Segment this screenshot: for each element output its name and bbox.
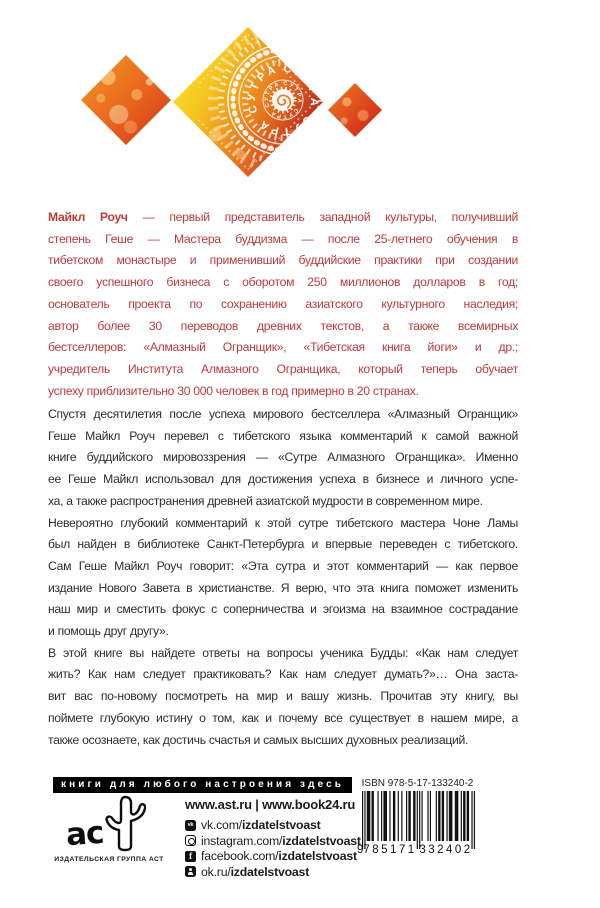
text-line: Майкл Роуч — первый представитель западной культуры, получивший bbox=[48, 210, 518, 224]
text-line: автор более 30 переводов древних текстов, а также всемирных bbox=[48, 318, 518, 333]
publisher-websites: www.ast.ru | www.book24.ru bbox=[185, 797, 356, 812]
mandala-inner-ring-text: СУТРА СУТРА СУТРА bbox=[263, 80, 303, 120]
text-line: бестселлеров: «Алмазный Огранщик», «Тибетская книга йоги» и др.; bbox=[48, 340, 518, 355]
text-line: успеху приблизительно 30 000 человек в год примерно в 20 странах. bbox=[48, 383, 419, 398]
barcode-digits: 785171 bbox=[363, 844, 417, 856]
text-line: Спустя десятилетия после успеха мирового бестселлера «Алмазный Огранщик» bbox=[48, 407, 518, 421]
publisher-caption: ИЗДАТЕЛЬСКАЯ ГРУППА АСТ bbox=[54, 856, 164, 863]
text-line: тибетском монастыре и применивший буддийские практики при создании bbox=[48, 253, 518, 268]
ast-logo-letters: ас bbox=[64, 814, 105, 854]
instagram-icon bbox=[185, 835, 196, 846]
barcode-digits: 332402 bbox=[419, 844, 473, 856]
author-bio-paragraph bbox=[48, 207, 518, 402]
center-diamond-ornament bbox=[173, 27, 323, 177]
left-diamond-ornament bbox=[81, 55, 171, 145]
social-link-prefix: ok.ru/ bbox=[201, 864, 231, 879]
text-line: книге буддийского мировоззрения — «Сутре Алмазного Огранщика». Именно bbox=[48, 450, 518, 465]
social-link-prefix: facebook.com/ bbox=[201, 849, 279, 863]
social-link-ok bbox=[185, 866, 365, 882]
isbn-block bbox=[356, 778, 479, 861]
book-description bbox=[48, 404, 518, 751]
text-line: поймете глубокую истину о том, как и почему все существует в нашем мире, а bbox=[48, 710, 518, 725]
social-link-prefix: instagram.com/ bbox=[201, 833, 283, 848]
social-link-handle: izdatelstvoast bbox=[278, 849, 357, 863]
description-paragraph-2 bbox=[48, 513, 518, 643]
vk-icon: vk bbox=[185, 820, 196, 831]
text-line: учредитель Института Алмазного Огранщика, который теперь обучает bbox=[48, 361, 518, 376]
text-line: В этой книге вы найдете ответы на вопросы ученика Будды: «Как нам следует bbox=[48, 645, 518, 660]
text-line: основатель проекта по сохранению азиатского культурного наследия; bbox=[48, 296, 518, 311]
description-paragraph-3 bbox=[48, 643, 518, 752]
text-line: жить? Как нам следует практиковать? Как нам следует думать?»… Она заста- bbox=[48, 667, 518, 682]
social-link-vk bbox=[185, 819, 365, 835]
text-line: степень Геше — Мастера буддизма — после 25-летнего обучения в bbox=[48, 231, 518, 246]
text-line: и помощь друг другу». bbox=[48, 624, 169, 639]
promo-bar: книги для любого настроения здесь bbox=[53, 777, 352, 793]
social-links bbox=[185, 819, 365, 881]
facebook-icon: f bbox=[185, 851, 196, 862]
text-line: ха, а также распространения древней азиатской мудрости в современном мире. bbox=[48, 493, 483, 508]
text-line: своего успешного бизнеса с оборотом 250 миллионов долларов в год; bbox=[48, 275, 518, 290]
text-line: Сам Геше Майкл Роуч говорит: «Эта сутра и этот комментарий — как первое bbox=[48, 558, 518, 573]
ast-publisher-logo bbox=[66, 794, 158, 856]
text-line: издание Нового Завета в христианстве. Я верю, что эта книга поможет изменить bbox=[48, 580, 518, 595]
ast-cactus-icon bbox=[102, 794, 146, 856]
text-line: вит вас по-новому посмотреть на мир и вашу жизнь. Прочитав эту книгу, вы bbox=[48, 689, 518, 704]
publisher-links bbox=[185, 797, 365, 881]
social-link-handle: izdatelstvoast bbox=[241, 818, 321, 832]
text-line: также осознаете, как достичь счастья и самых высших духовных реализаций. bbox=[48, 732, 469, 747]
text-line: Невероятно глубокий комментарий к этой сутре тибетского мастера Чоне Ламы bbox=[48, 515, 518, 530]
description-paragraph-1 bbox=[48, 404, 518, 513]
social-link-instagram bbox=[185, 835, 365, 851]
social-link-prefix: vk.com/ bbox=[201, 818, 242, 832]
text-line: ее Геше Майкл использовал для достижения успеха в бизнесе и личного успе- bbox=[48, 472, 518, 487]
text-line: был найден в библиотеке Санкт-Петербурга и впервые переведен с тибетского. bbox=[48, 537, 518, 552]
text-line: Геше Майкл Роуч перевел с тибетского языка комментарий к самой важной bbox=[48, 428, 518, 443]
mandala-ring-text: СУТРА СУТРА СУТРА bbox=[245, 62, 321, 138]
social-link-handle: izdatelstvoast bbox=[282, 833, 361, 848]
ean13-barcode bbox=[356, 791, 477, 861]
right-diamond-ornament bbox=[328, 83, 382, 137]
ok-icon bbox=[185, 866, 196, 877]
text-line: наш мир и сместить фокус с соперничества и эгоизма на взаимное сострадание bbox=[48, 602, 518, 617]
isbn-label: ISBN 978-5-17-133240-2 bbox=[361, 778, 474, 789]
barcode-digits: 9 bbox=[357, 844, 366, 856]
social-link-facebook bbox=[185, 850, 365, 866]
social-link-handle: izdatelstvoast bbox=[230, 864, 310, 879]
